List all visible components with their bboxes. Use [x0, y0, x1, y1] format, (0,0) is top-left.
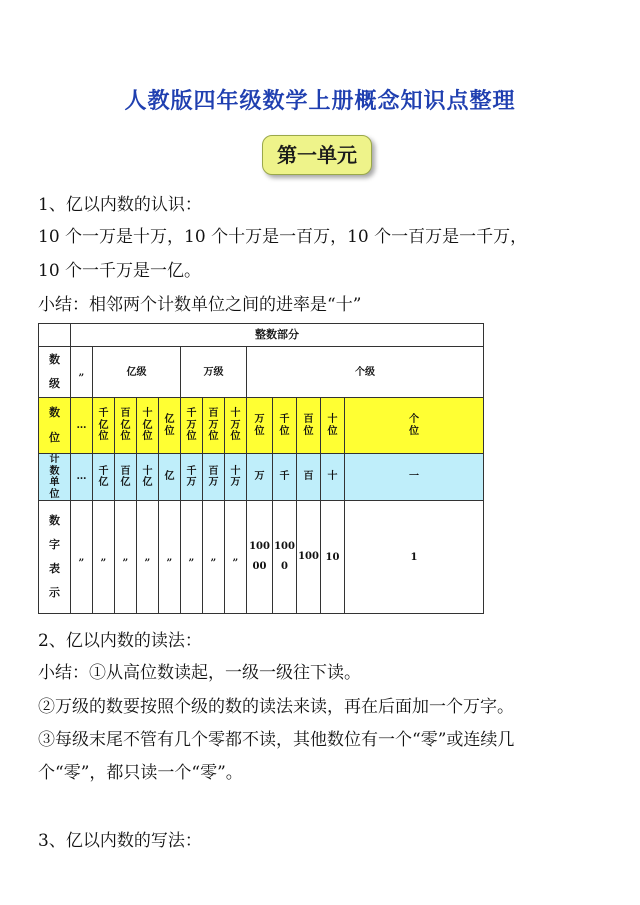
position-cell: 十亿位	[137, 398, 159, 454]
unit-cell: …	[71, 454, 93, 501]
unit-cell: 十亿	[137, 454, 159, 501]
digit-cell: „	[71, 501, 93, 614]
unit-cell: 十	[321, 454, 345, 501]
position-cell: 个位	[345, 398, 484, 454]
position-cell: 亿位	[159, 398, 181, 454]
position-cell: 十万位	[225, 398, 247, 454]
section2-rule2: ②万级的数要按照个级的数的读法来读，再在后面加一个万字。	[38, 697, 514, 717]
digit-cell: „	[159, 501, 181, 614]
section3-heading: 3、亿以内数的写法：	[38, 831, 202, 851]
unit-cell: 千万	[181, 454, 203, 501]
section2-rule3b: 个“零”，都只读一个“零”。	[38, 763, 243, 783]
unit-cell: 万	[247, 454, 273, 501]
position-cell: …	[71, 398, 93, 454]
unit-cell: 亿	[159, 454, 181, 501]
position-cell: 百位	[297, 398, 321, 454]
level-yi: 亿级	[93, 347, 181, 398]
level-wan: 万级	[181, 347, 247, 398]
digit-cell: 10000	[247, 501, 273, 614]
unit-cell: 百亿	[115, 454, 137, 501]
digit-cell: „	[137, 501, 159, 614]
table-header: 整数部分	[71, 324, 484, 347]
unit-cell: 千亿	[93, 454, 115, 501]
document-title: 人教版四年级数学上册概念知识点整理	[124, 88, 516, 114]
section2-rule3a: ③每级末尾不管有几个零都不读，其他数位有一个“零”或连续几	[38, 730, 515, 750]
row-label-position: 数位	[39, 398, 71, 454]
digit-cell: 100	[297, 501, 321, 614]
unit-cell: 百	[297, 454, 321, 501]
position-cell: 千亿位	[93, 398, 115, 454]
section1-line1: 10 个一万是十万，10 个十万是一百万，10 个一百万是一千万，	[38, 227, 528, 247]
digit-cell: „	[203, 501, 225, 614]
unit-cell: 千	[273, 454, 297, 501]
section1-line2: 10 个一千万是一亿。	[38, 261, 202, 281]
digit-cell: 1	[345, 501, 484, 614]
section2-rule1: 小结：①从高位数读起，一级一级往下读。	[38, 663, 361, 683]
level-ellipsis: „	[71, 347, 93, 398]
digit-cell: „	[93, 501, 115, 614]
digit-cell: 10	[321, 501, 345, 614]
unit-badge: 第一单元	[262, 135, 372, 175]
section1-summary: 小结：相邻两个计数单位之间的进率是“十”	[38, 295, 362, 315]
digit-cell: „	[225, 501, 247, 614]
position-cell: 千万位	[181, 398, 203, 454]
section1-heading: 1、亿以内数的认识：	[38, 195, 202, 215]
unit-cell: 百万	[203, 454, 225, 501]
unit-cell: 十万	[225, 454, 247, 501]
section2-heading: 2、亿以内数的读法：	[38, 631, 202, 651]
position-cell: 十位	[321, 398, 345, 454]
position-cell: 百亿位	[115, 398, 137, 454]
digit-cell: 1000	[273, 501, 297, 614]
row-label-digits: 数字表示	[39, 501, 71, 614]
position-cell: 万位	[247, 398, 273, 454]
digit-cell: „	[115, 501, 137, 614]
place-value-table	[38, 323, 484, 609]
level-ge: 个级	[247, 347, 484, 398]
row-label-unit: 计数单位	[39, 454, 71, 501]
digit-cell: „	[181, 501, 203, 614]
unit-cell: 一	[345, 454, 484, 501]
row-label-level: 数级	[39, 347, 71, 398]
table-corner	[39, 324, 71, 347]
position-cell: 千位	[273, 398, 297, 454]
position-cell: 百万位	[203, 398, 225, 454]
